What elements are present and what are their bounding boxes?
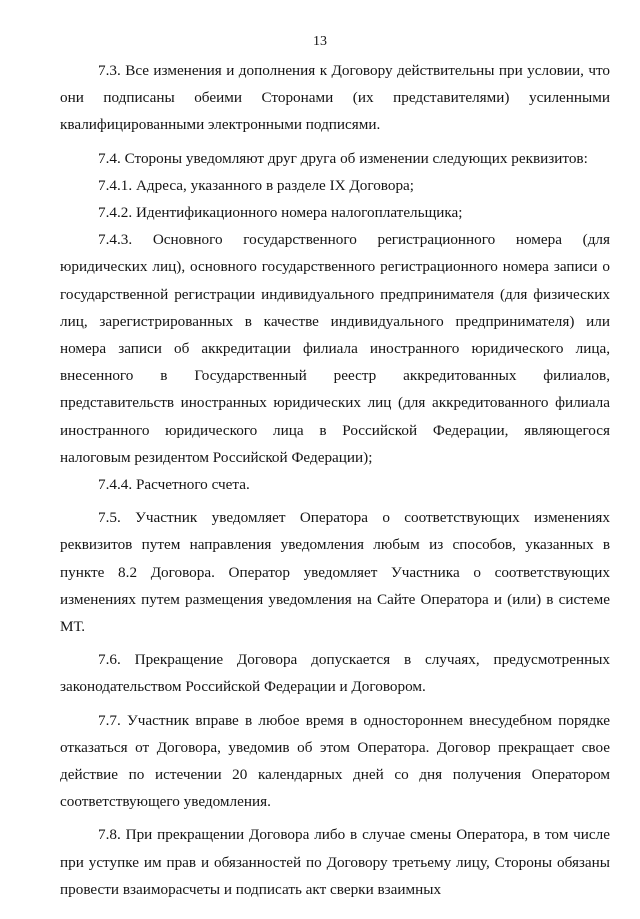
paragraph-7-6: 7.6. Прекращение Договора допускается в случаях, предусмотренных законодательством Российской Федерации и Договором. [60, 651, 610, 696]
paragraph-7-5: 7.5. Участник уведомляет Оператора о соответствующих изменениях реквизитов путем направления уведомления любым из способов, указанных в пункте 8.2 Договора. Оператор уведомляет Участника о соответствующих изменениях путем размещения уведомления на Сайте Оператора и (или) в системе МТ. [60, 509, 610, 636]
paragraph-7-4-1: 7.4.1. Адреса, указанного в разделе IX Договора; [98, 176, 415, 194]
paragraph-7-4-2: 7.4.2. Идентификационного номера налогоплательщика; [98, 204, 463, 222]
paragraph-7-8: 7.8. При прекращении Договора либо в случае смены Оператора, в том числе при уступке им прав и обязанностей по Договору третьему лицу, Стороны обязаны провести взаиморасчеты и подписать акт сверки взаимных [60, 826, 610, 898]
page-number: 13 [313, 34, 327, 49]
paragraph-7-4-4: 7.4.4. Расчетного счета. [98, 476, 250, 494]
paragraph-7-7: 7.7. Участник вправе в любое время в одностороннем внесудебном порядке отказаться от Договора, уведомив об этом Оператора. Договор прекращает свое действие по истечении 20 календарных дней со дня получения Оператором соответствующего уведомления. [60, 711, 610, 811]
paragraph-7-4: 7.4. Стороны уведомляют друг друга об изменении следующих реквизитов: [98, 149, 588, 167]
document-body [60, 57, 610, 903]
paragraph-7-4-3: 7.4.3. Основного государственного регистрационного номера (для юридических лиц), основного государственного регистрационного номера записи о государственной регистрации индивидуального предпринимателя (для физических лиц, зарегистрированных в качестве индивидуального предпринимателя) или номера записи об аккредитации филиала иностранного юридического лица, внесенного в Государственный реестр аккредитованных филиалов, представительств иностранных юридических лиц (для аккредитованного филиала иностранного юридического лица в Российской Федерации, являющегося налоговым резидентом Российской Федерации); [60, 231, 610, 466]
paragraph-7-3: 7.3. Все изменения и дополнения к Договору действительны при условии, что они подписаны обеими Сторонами (их представителями) усиленными квалифицированными электронными подписями. [60, 62, 610, 134]
